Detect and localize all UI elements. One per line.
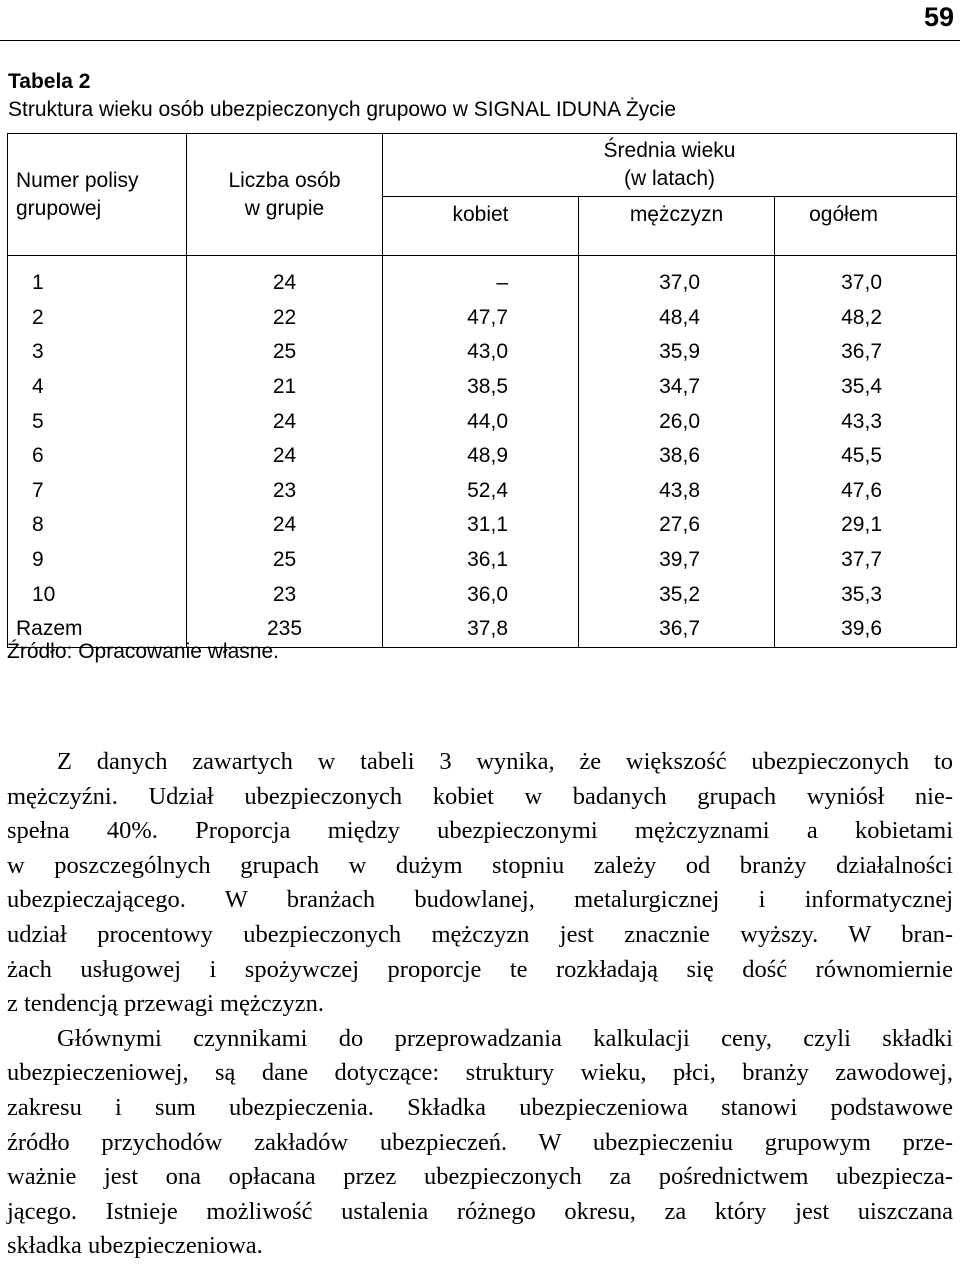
- cell-group-size: 22: [187, 301, 383, 336]
- cell-group-size: 24: [187, 508, 383, 543]
- cell-women-age: 44,0: [383, 404, 579, 439]
- cell-women-age: 36,0: [383, 577, 579, 612]
- text-line: źródło przychodów zakładów ubezpieczeń. W ubezpieczeniu grupowym prze-: [7, 1128, 953, 1156]
- cell-policy-number: 8: [8, 508, 187, 543]
- text-line: jącego. Istnieje możliwość ustalenia różnego okresu, za który jest uiszczana: [7, 1197, 953, 1225]
- cell-total-age: 35,4: [841, 375, 882, 399]
- cell-men-age: 38,6: [579, 439, 775, 474]
- cell-total-age: 35,3: [841, 582, 882, 606]
- cell-women-age: 37,8: [383, 612, 579, 647]
- cell-women-age: 47,7: [383, 301, 579, 336]
- text-line: w poszczególnych grupach w dużym stopniu zależy od branży działalności: [7, 851, 953, 879]
- cell-policy-number: 4: [8, 370, 187, 405]
- table-title: Struktura wieku osób ubezpieczonych grupowo w SIGNAL IDUNA Życie: [8, 98, 677, 121]
- cell-women-age: –: [383, 256, 579, 301]
- table-row: [8, 577, 957, 612]
- table-source: Źródło: Opracowanie własne.: [7, 640, 279, 663]
- cell-men-age: 43,8: [579, 474, 775, 509]
- table-row: [8, 474, 957, 509]
- cell-policy-number: 1: [8, 256, 187, 301]
- cell-policy-number: 10: [8, 577, 187, 612]
- cell-policy-number: 9: [8, 543, 187, 578]
- table-row: [8, 301, 957, 336]
- header-group-size: Liczba osób w grupie: [187, 134, 383, 256]
- text-line: spełna 40%. Proporcja między ubezpieczonymi mężczyznami a kobietami: [7, 817, 953, 845]
- text-line: z tendencją przewagi mężczyzn.: [7, 990, 324, 1018]
- cell-women-age: 38,5: [383, 370, 579, 405]
- cell-group-size: 24: [187, 256, 383, 301]
- cell-men-age: 35,2: [579, 577, 775, 612]
- cell-total-age: 47,6: [841, 478, 882, 502]
- cell-women-age: 48,9: [383, 439, 579, 474]
- table-body: [8, 256, 957, 648]
- cell-group-size: 24: [187, 439, 383, 474]
- cell-total-age: 29,1: [841, 513, 882, 537]
- text-line: zakresu i sum ubezpieczenia. Składka ubezpieczeniowa stanowi podstawowe: [7, 1093, 953, 1121]
- header-average-age: Średnia wieku (w latach): [383, 134, 957, 197]
- cell-total-age: 39,6: [841, 617, 882, 641]
- header-women: kobiet: [383, 197, 579, 256]
- cell-men-age: 26,0: [579, 404, 775, 439]
- cell-women-age: 36,1: [383, 543, 579, 578]
- cell-policy-number: 7: [8, 474, 187, 509]
- cell-group-size: 24: [187, 404, 383, 439]
- table-row: [8, 370, 957, 405]
- cell-women-age: 52,4: [383, 474, 579, 509]
- text-line: ważnie jest ona opłacana przez ubezpieczonych za pośrednictwem ubezpiecza-: [7, 1163, 953, 1191]
- cell-men-age: 34,7: [579, 370, 775, 405]
- cell-policy-number: Razem: [8, 612, 187, 647]
- cell-total-age: 48,2: [841, 305, 882, 329]
- text-line: mężczyźni. Udział ubezpieczonych kobiet w badanych grupach wyniósł nie-: [7, 782, 953, 810]
- cell-policy-number: 6: [8, 439, 187, 474]
- cell-women-age: 31,1: [383, 508, 579, 543]
- cell-group-size: 23: [187, 577, 383, 612]
- paragraph-1: [7, 745, 953, 1022]
- paragraph-2: [7, 1022, 953, 1264]
- cell-group-size: 235: [187, 612, 383, 647]
- table-row: [8, 508, 957, 543]
- cell-group-size: 25: [187, 335, 383, 370]
- table-label: Tabela 2: [8, 70, 91, 93]
- table-row: [8, 404, 957, 439]
- cell-policy-number: 3: [8, 335, 187, 370]
- text-line: ubezpieczającego. W branżach budowlanej, metalurgicznej i informatycznej: [7, 886, 953, 914]
- table-caption: [8, 68, 676, 124]
- header-total: ogółem: [775, 197, 957, 256]
- text-line: ubezpieczeniowej, są dane dotyczące: struktury wieku, płci, branży zawodowej,: [7, 1059, 953, 1087]
- age-structure-table: [7, 133, 957, 648]
- table-row: [8, 439, 957, 474]
- header-men: mężczyzn: [579, 197, 775, 256]
- cell-men-age: 39,7: [579, 543, 775, 578]
- cell-men-age: 37,0: [579, 256, 775, 301]
- cell-total-age: 36,7: [841, 340, 882, 364]
- cell-group-size: 21: [187, 370, 383, 405]
- cell-men-age: 36,7: [579, 612, 775, 647]
- table-row: [8, 335, 957, 370]
- cell-group-size: 25: [187, 543, 383, 578]
- cell-policy-number: 5: [8, 404, 187, 439]
- text-line: Z danych zawartych w tabeli 3 wynika, że większość ubezpieczonych to: [57, 748, 953, 775]
- cell-total-age: 37,7: [841, 548, 882, 572]
- cell-group-size: 23: [187, 474, 383, 509]
- text-line: Głównymi czynnikami do przeprowadzania kalkulacji ceny, czyli składki: [57, 1024, 953, 1052]
- cell-men-age: 27,6: [579, 508, 775, 543]
- cell-total-age: 37,0: [841, 271, 882, 295]
- cell-total-age: 45,5: [841, 444, 882, 468]
- page-number: 59: [923, 2, 954, 32]
- table-row: [8, 256, 957, 301]
- text-line: żach usługowej i spożywczej proporcje te rozkładają się dość równomiernie: [7, 955, 953, 983]
- text-line: składka ubezpieczeniowa.: [7, 1232, 263, 1260]
- cell-men-age: 48,4: [579, 301, 775, 336]
- cell-policy-number: 2: [8, 301, 187, 336]
- header-policy-number: Numer polisy grupowej: [8, 134, 187, 256]
- body-text: [7, 745, 953, 1264]
- cell-total-age: 43,3: [841, 409, 882, 433]
- table-row: [8, 543, 957, 578]
- cell-women-age: 43,0: [383, 335, 579, 370]
- cell-men-age: 35,9: [579, 335, 775, 370]
- header-rule: [0, 40, 960, 41]
- text-line: udział procentowy ubezpieczonych mężczyzn jest znacznie wyższy. W bran-: [7, 920, 953, 948]
